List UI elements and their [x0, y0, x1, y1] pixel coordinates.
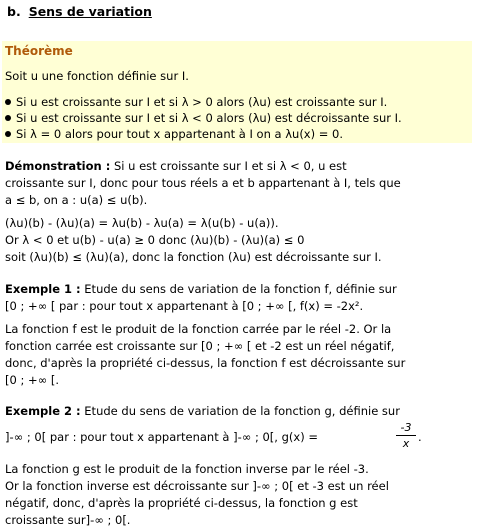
- example2-para-line: Or la fonction inverse est décroissante sur ]-∞ ; 0[ et -3 est un réel: [5, 479, 389, 493]
- example2-para-line: négatif, donc, d'après la propriété ci-dessus, la fonction g est: [5, 496, 358, 510]
- example2-para-line: La fonction g est le produit de la fonction inverse par le réel -3.: [5, 462, 369, 476]
- section-letter: b.: [7, 4, 21, 19]
- section-heading: [7, 4, 152, 19]
- fraction-trailing-dot: .: [418, 430, 422, 444]
- example2-line-1: Exemple 2 : Etude du sens de variation de la fonction g, définie sur: [5, 404, 400, 418]
- theorem-item: Si λ = 0 alors pour tout x appartenant à I on a λu(x) = 0.: [5, 127, 343, 141]
- fraction-denominator: x: [402, 437, 410, 450]
- theorem-item: Si u est croissante sur I et si λ < 0 alors (λu) est décroissante sur I.: [5, 111, 402, 125]
- example1-para-line: [0 ; +∞ [.: [5, 373, 60, 387]
- example2-fraction: [396, 421, 416, 450]
- fraction-numerator: -3: [400, 421, 412, 434]
- example1-para-line: La fonction f est le produit de la fonction carrée par le réel -2. Or la: [5, 322, 392, 336]
- demo-calc-line: Or λ < 0 et u(b) - u(a) ≥ 0 donc (λu)(b) - (λu)(a) ≤ 0: [5, 233, 305, 247]
- demo-calc-line: (λu)(b) - (λu)(a) = λu(b) - λu(a) = λ(u(b) - u(a)).: [5, 216, 279, 230]
- example1-line-2: [0 ; +∞ [ par : pour tout x appartenant à [0 ; +∞ [, f(x) = -2x².: [5, 299, 364, 313]
- demo-line-3: a ≤ b, on a : u(a) ≤ u(b).: [5, 193, 148, 207]
- example2-line-2: ]-∞ ; 0[ par : pour tout x appartenant à ]-∞ ; 0[, g(x) =: [5, 430, 318, 444]
- demo-label: Démonstration :: [5, 159, 111, 173]
- theorem-item: Si u est croissante sur I et si λ > 0 alors (λu) est croissante sur I.: [5, 95, 387, 109]
- demo-calc-line: soit (λu)(b) ≤ (λu)(a), donc la fonction (λu) est décroissante sur I.: [5, 250, 382, 264]
- example1-line-1: Exemple 1 : Etude du sens de variation de la fonction f, définie sur: [5, 282, 397, 296]
- bullet-icon: [5, 115, 11, 121]
- theorem-title: Théorème: [5, 44, 73, 58]
- example2-label: Exemple 2 :: [5, 404, 81, 418]
- bullet-icon: [5, 99, 11, 105]
- demo-line-2: croissante sur I, donc pour tous réels a et b appartenant à I, tels que: [5, 176, 401, 190]
- theorem-intro: Soit u une fonction définie sur I.: [5, 69, 189, 83]
- example1-label: Exemple 1 :: [5, 282, 81, 296]
- fraction-bar: [396, 435, 416, 436]
- section-title: Sens de variation: [28, 4, 152, 19]
- demo-line-1: Démonstration : Si u est croissante sur I et si λ < 0, u est: [5, 159, 347, 173]
- bullet-icon: [5, 131, 11, 137]
- example2-para-line: croissante sur]-∞ ; 0[.: [5, 513, 131, 527]
- example1-para-line: fonction carrée est croissante sur [0 ; +∞ [ et -2 est un réel négatif,: [5, 339, 395, 353]
- example1-para-line: donc, d'après la propriété ci-dessus, la fonction f est décroissante sur: [5, 356, 406, 370]
